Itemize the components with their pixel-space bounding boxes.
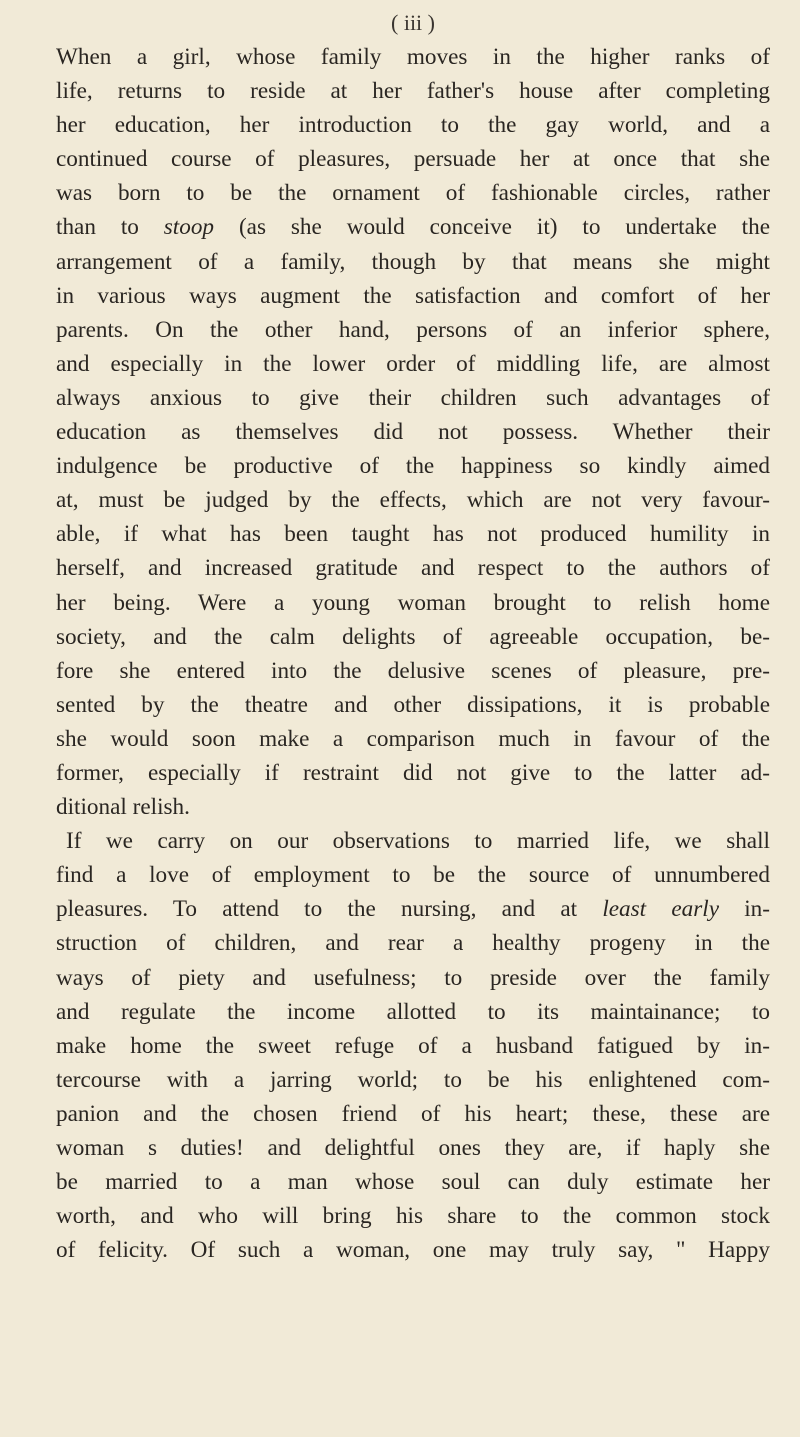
- text-line: in various ways augment the satisfaction and comfort of her: [56, 282, 770, 309]
- text-line: herself, and increased gratitude and respect to the authors of: [56, 555, 770, 582]
- paragraph-2: [56, 824, 770, 1267]
- text-line: woman s duties! and delightful ones they are, if haply she: [56, 1135, 770, 1161]
- text-line: make home the sweet refuge of a husband fatigued by in-: [56, 1032, 770, 1059]
- text-line: continued course of pleasures, persuade her at once that she: [56, 146, 770, 173]
- text-line: fore she entered into the delusive scenes of pleasure, pre-: [56, 657, 770, 684]
- paragraph-1: [56, 40, 770, 824]
- text-line: education as themselves did not possess. Whether their: [56, 419, 770, 446]
- text-line: her education, her introduction to the gay world, and a: [56, 112, 770, 139]
- text-line: tercourse with a jarring world; to be his enlightened com-: [56, 1066, 770, 1093]
- text-line: of felicity. Of such a woman, one may truly say, " Happy: [56, 1237, 770, 1264]
- text-line: ways of piety and usefulness; to preside over the family: [56, 964, 770, 991]
- page-number: ( iii ): [391, 10, 435, 35]
- text-line: If we carry on our observations to married life, we shall: [66, 828, 770, 855]
- text-line: find a love of employment to be the source of unnumbered: [56, 862, 770, 889]
- text-line: than to stoop (as she would conceive it) to undertake the: [56, 214, 770, 241]
- text-line: life, returns to reside at her father's house after completing: [56, 78, 770, 105]
- text-line: sented by the theatre and other dissipations, it is probable: [56, 691, 770, 718]
- text-line: indulgence be productive of the happiness so kindly aimed: [56, 453, 770, 480]
- italic-text: stoop: [163, 214, 215, 241]
- text-line: be married to a man whose soul can duly estimate her: [56, 1169, 770, 1196]
- text-line: and especially in the lower order of middling life, are almost: [56, 350, 770, 377]
- text-line: ditional relish.: [56, 794, 190, 821]
- text-line: former, especially if restraint did not give to the latter ad-: [56, 759, 770, 786]
- text-line: she would soon make a comparison much in favour of the: [56, 725, 770, 752]
- italic-text: least early: [602, 896, 719, 923]
- text-line: was born to be the ornament of fashionable circles, rather: [56, 180, 770, 207]
- text-line: arrangement of a family, though by that means she might: [56, 248, 770, 275]
- text-line: her being. Were a young woman brought to relish home: [56, 589, 770, 616]
- text-line: panion and the chosen friend of his heart; these, these are: [56, 1100, 770, 1127]
- text-line: struction of children, and rear a healthy progeny in the: [56, 930, 770, 957]
- text-line: society, and the calm delights of agreeable occupation, be-: [56, 623, 770, 650]
- text-line: pleasures. To attend to the nursing, and at least early in-: [56, 896, 770, 923]
- text-line: parents. On the other hand, persons of an inferior sphere,: [56, 316, 770, 343]
- text-line: always anxious to give their children such advantages of: [56, 384, 770, 411]
- text-line: able, if what has been taught has not produced humility in: [56, 521, 770, 548]
- text-line: When a girl, whose family moves in the higher ranks of: [56, 44, 770, 70]
- text-line: at, must be judged by the effects, which are not very favour-: [56, 487, 770, 514]
- text-line: and regulate the income allotted to its maintainance; to: [56, 998, 770, 1025]
- text-line: worth, and who will bring his share to the common stock: [56, 1203, 770, 1230]
